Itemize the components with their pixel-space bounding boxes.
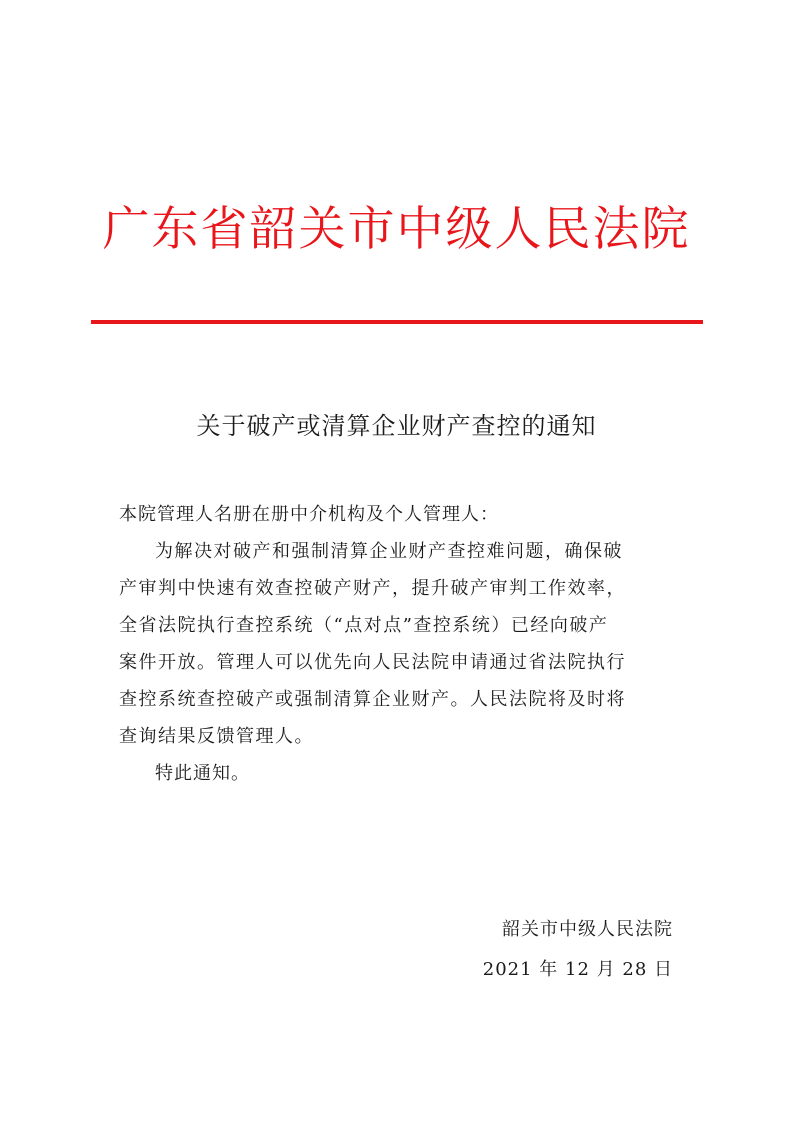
paragraph-line: 案件开放。管理人可以优先向人民法院申请通过省法院执行 (119, 652, 626, 673)
document-title: 关于破产或清算企业财产查控的通知 (196, 412, 597, 440)
signature-date: 2021 年 12 月 28 日 (482, 959, 673, 980)
paragraph-line: 查控系统查控破产或强制清算企业财产。人民法院将及时将 (119, 689, 626, 710)
body-paragraph (119, 533, 676, 755)
document-body (119, 496, 676, 792)
paragraph-line: 全省法院执行查控系统（“点对点”查控系统）已经向破产 (119, 615, 609, 636)
signature-issuer: 韶关市中级人民法院 (502, 919, 673, 940)
paragraph-line: 为解决对破产和强制清算企业财产查控难问题，确保破 (155, 541, 623, 562)
issuing-organization-header: 广东省韶关市中级人民法院 (102, 202, 691, 257)
paragraph-line: 产审判中快速有效查控破产财产，提升破产审判工作效率， (119, 578, 626, 599)
closing-line: 特此通知。 (155, 763, 250, 784)
signature-block (483, 910, 673, 990)
salutation: 本院管理人名册在册中介机构及个人管理人： (119, 504, 499, 525)
red-divider-line (91, 320, 703, 324)
paragraph-line: 查询结果反馈管理人。 (119, 726, 314, 747)
